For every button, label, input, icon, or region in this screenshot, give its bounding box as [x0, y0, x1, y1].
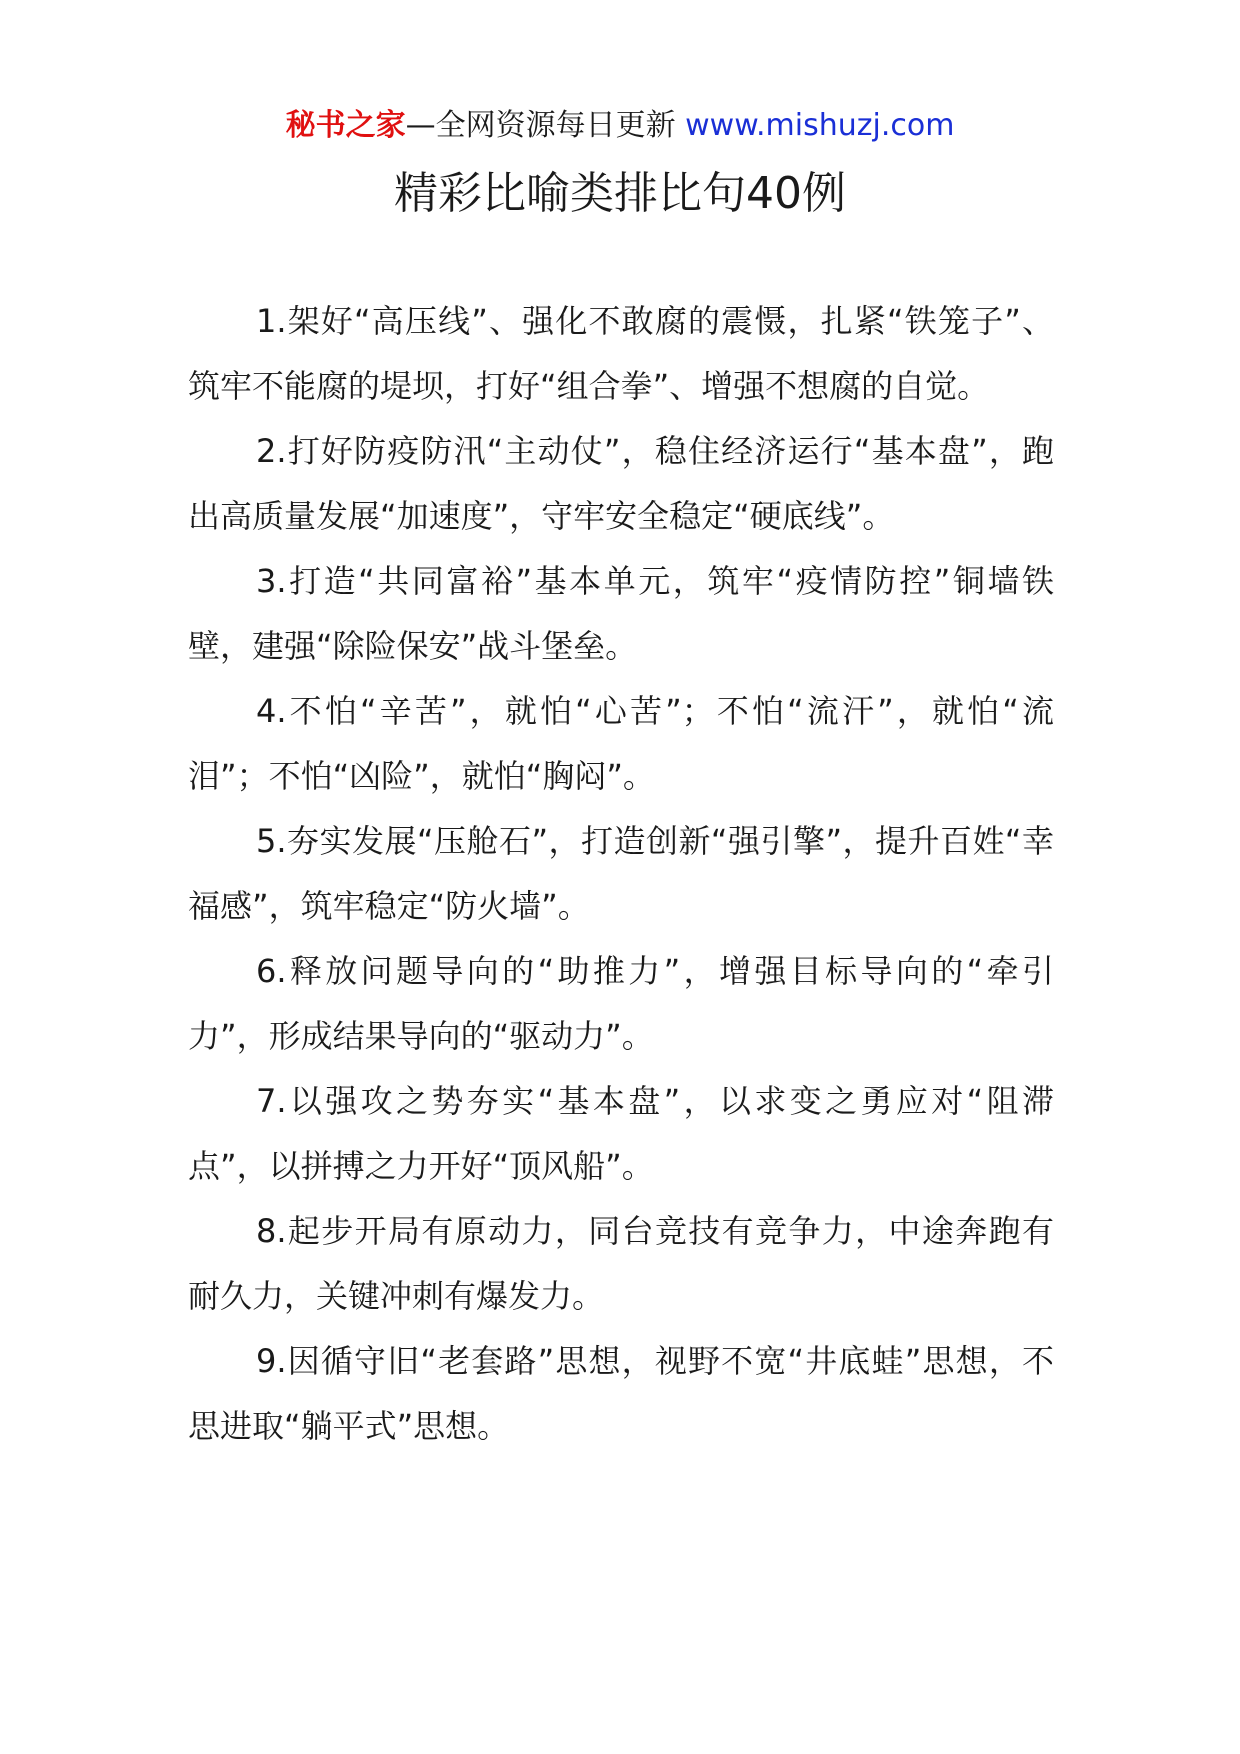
document-title: 精彩比喻类排比句40例 — [394, 168, 846, 219]
list-item: 5.夯实发展“压舱石”，打造创新“强引擎”，提升百姓“幸福感”，筑牢稳定“防火墙”。 — [188, 822, 1054, 925]
list-item: 3.打造“共同富裕”基本单元，筑牢“疫情防控”铜墙铁壁，建强“除险保安”战斗堡垒。 — [188, 562, 1054, 665]
site-url-link[interactable]: www.mishuzj.com — [685, 108, 955, 143]
site-header — [0, 104, 1240, 148]
list-item: 2.打好防疫防汛“主动仗”，稳住经济运行“基本盘”，跑出高质量发展“加速度”，守牢安全稳定“硬底线”。 — [188, 432, 1054, 535]
header-tagline: —全网资源每日更新 — [405, 108, 676, 143]
list-item: 6.释放问题导向的“助推力”，增强目标导向的“牵引力”，形成结果导向的“驱动力”。 — [188, 952, 1054, 1055]
list-item: 1.架好“高压线”、强化不敢腐的震慑，扎紧“铁笼子”、筑牢不能腐的堤坝，打好“组合拳”、增强不想腐的自觉。 — [188, 302, 1054, 405]
brand-name: 秘书之家 — [285, 108, 406, 143]
list-item: 9.因循守旧“老套路”思想，视野不宽“井底蛙”思想，不思进取“躺平式”思想。 — [188, 1342, 1054, 1445]
list-item: 4.不怕“辛苦”，就怕“心苦”；不怕“流汗”，就怕“流泪”；不怕“凶险”，就怕“胸闷”。 — [188, 692, 1054, 795]
list-item: 7.以强攻之势夯实“基本盘”，以求变之勇应对“阻滞点”，以拼搏之力开好“顶风船”。 — [188, 1082, 1054, 1185]
document-body — [188, 289, 1054, 1459]
list-item: 8.起步开局有原动力，同台竞技有竞争力，中途奔跑有耐久力，关键冲刺有爆发力。 — [188, 1212, 1054, 1315]
